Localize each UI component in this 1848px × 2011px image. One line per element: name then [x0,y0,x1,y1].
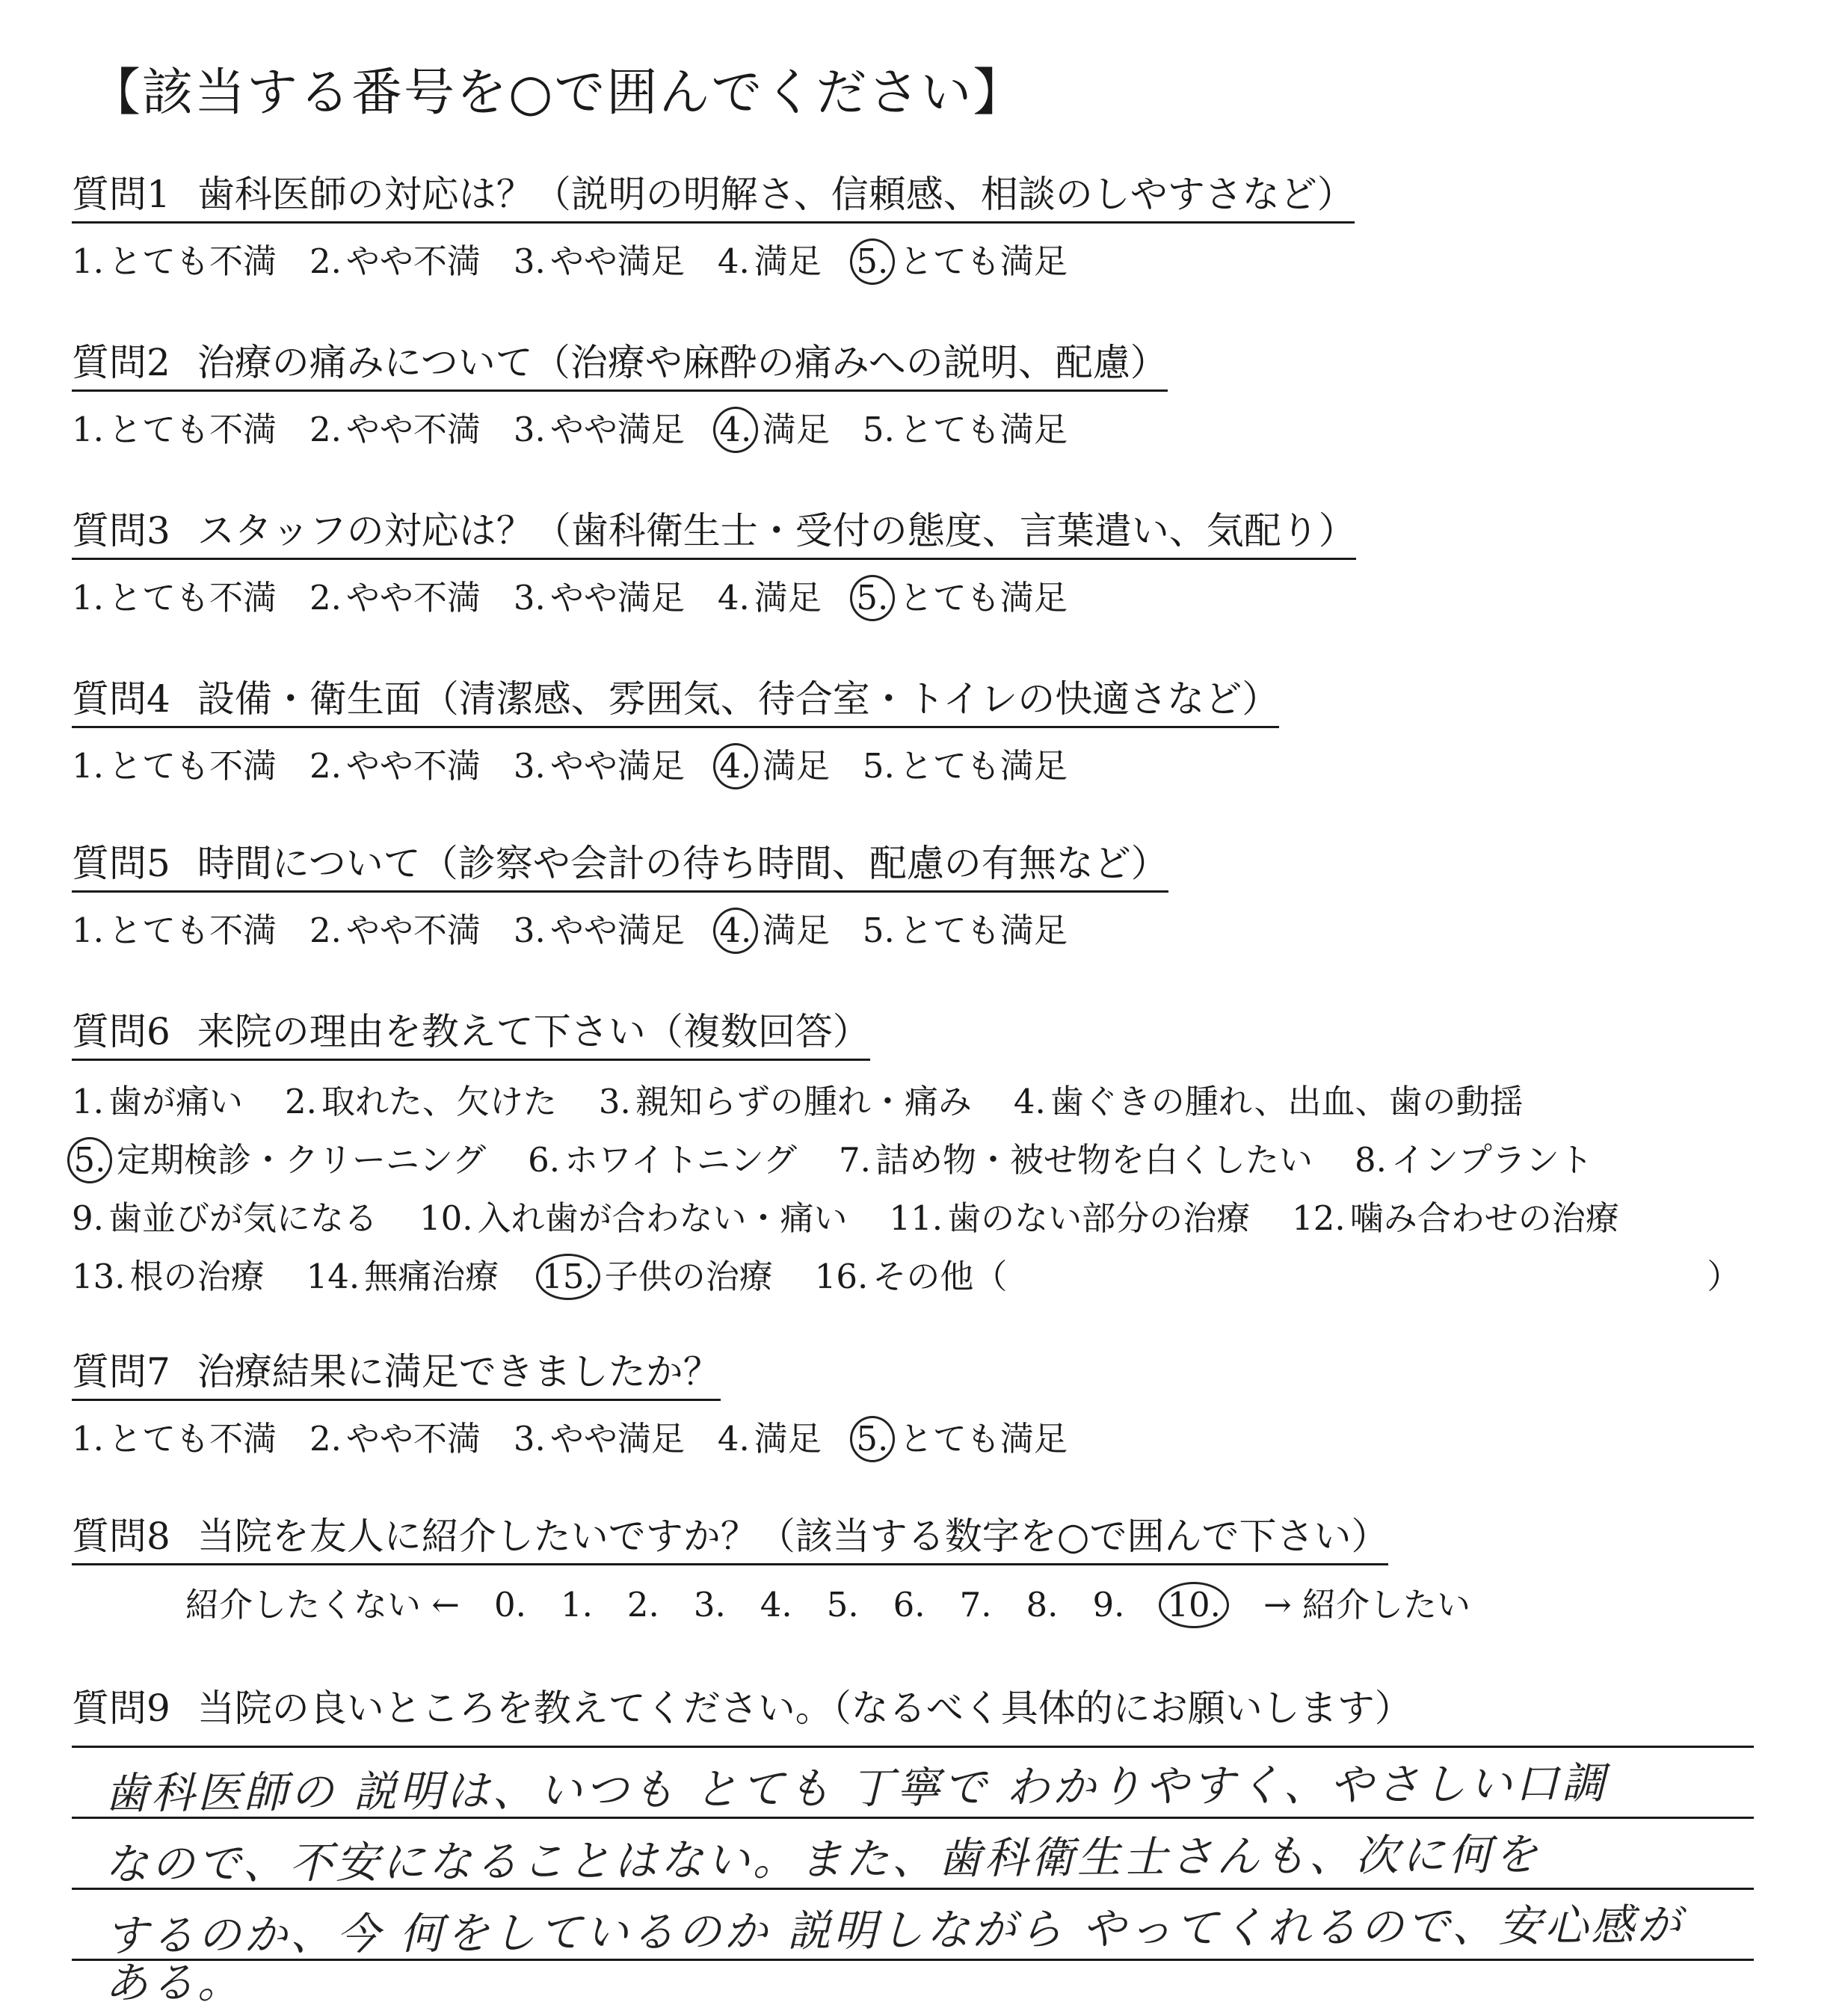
option-number: 2. [284,1082,317,1121]
question-7 [72,1342,1100,1462]
option-label: 親知らずの腫れ・痛み [635,1082,972,1121]
option-label: 満足 [754,241,822,281]
question-6-title [72,1002,870,1061]
question-text: 治療の痛みについて（治療や麻酔の痛みへの説明、配慮） [197,341,1168,384]
option-label: とても不満 [108,911,277,950]
option-number: 3. [513,241,546,281]
option-2[interactable] [309,1411,481,1460]
option-1[interactable] [72,1411,277,1460]
checkbox-option[interactable] [72,1191,378,1239]
option-label: 歯が痛い [108,1082,243,1121]
option-label: やや不満 [345,410,481,449]
option-4[interactable] [718,234,822,283]
option-number: 4. [717,1419,750,1459]
circled-option-number: 5. [850,1416,895,1462]
question-text: スタッフの対応は？（歯科衛生士・受付の態度、言葉遣い、気配り） [197,509,1356,552]
option-number: 1. [72,1082,104,1121]
option-label: 取れた、欠けた [321,1082,557,1121]
option-1[interactable] [72,234,277,283]
option-label: やや満足 [549,410,685,449]
question-9-text: 当院の良いところを教えてください。（なるべく具体的にお願いします） [197,1687,1412,1730]
option-label: やや満足 [549,1419,685,1459]
option-3[interactable] [514,234,685,283]
option-5[interactable] [854,1411,1068,1462]
option-label: とても不満 [108,410,277,449]
option-number: 8. [1354,1140,1387,1180]
question-2-title [72,333,1168,392]
question-3-title [72,501,1356,560]
question-7-options [72,1411,1100,1462]
option-number: 6. [528,1140,561,1180]
option-row [72,1074,1740,1133]
circled-option-number: 5. [850,238,895,285]
option-number: 2. [309,410,342,449]
question-5 [72,834,1168,954]
checkbox-option[interactable] [1355,1133,1593,1181]
option-number: 3. [598,1082,631,1121]
option-number: 16. [814,1257,869,1296]
scale-left-label: 紹介したくない ← [185,1585,461,1624]
option-label: やや不満 [345,746,481,786]
option-4[interactable] [718,402,830,453]
scale-value[interactable]: 1. [560,1585,593,1624]
option-3[interactable] [514,570,685,619]
scale-value[interactable]: 2. [626,1585,659,1624]
question-5-options [72,903,1168,954]
option-label: やや満足 [549,578,685,618]
option-label: その他（ [872,1257,1008,1296]
checkbox-option[interactable] [599,1074,972,1123]
page-title: 【該当する番号を○で囲んでください】 [90,64,1026,123]
scale-right-label: → 紹介したい [1263,1585,1470,1624]
option-row [72,1191,1740,1249]
option-row [72,1249,1740,1308]
option-number: 14. [306,1257,360,1296]
option-4[interactable] [718,739,830,789]
option-label: やや不満 [345,911,481,950]
checkbox-option[interactable] [72,1074,243,1123]
option-label: とても不満 [108,578,277,618]
option-number: 2. [309,241,342,281]
option-number: 2. [309,911,342,950]
option-2[interactable] [309,903,481,952]
option-number: 9. [72,1198,104,1238]
handwritten-answer-line: するのか、今 何をしているのか 説明しながら やってくれるので、安心感が [104,1899,1684,1962]
checkbox-option[interactable] [1292,1191,1619,1239]
checkbox-option[interactable] [419,1191,848,1239]
question-number: 質問2 [72,341,170,384]
option-label: 満足 [762,911,830,950]
checkbox-option[interactable] [1014,1074,1524,1123]
option-label: 入れ歯が合わない・痛い [477,1198,848,1238]
question-number: 質問5 [72,842,170,885]
option-5[interactable] [854,234,1068,285]
checkbox-option[interactable] [285,1074,557,1123]
question-1 [72,164,1355,285]
option-1[interactable] [72,402,277,451]
option-number: 1. [72,410,104,449]
question-3 [72,501,1356,621]
option-number: 3. [513,410,546,449]
question-9-title [72,1678,1412,1735]
option-number: 1. [72,746,104,786]
option-label: とても満足 [899,746,1068,786]
option-label: やや不満 [345,241,481,281]
option-label: 定期検診・クリーニング [117,1140,487,1180]
question-7-number: 質問7 [72,1350,170,1393]
scale-value[interactable]: 4. [760,1585,792,1624]
question-1-title [72,164,1355,224]
checkbox-option[interactable] [540,1249,773,1300]
question-8-text: 当院を友人に紹介したいですか？（該当する数字を○で囲んで下さい） [197,1515,1389,1558]
question-7-title [72,1342,721,1401]
option-2[interactable] [309,402,481,451]
option-label: インプラント [1390,1140,1593,1180]
question-number: 質問1 [72,173,170,216]
checkbox-option[interactable] [890,1191,1251,1239]
close-paren: ） [1707,1257,1741,1296]
option-number: 2. [309,578,342,618]
question-4-title [72,669,1279,728]
question-5-title [72,834,1168,893]
scale-value[interactable]: 8. [1026,1585,1059,1624]
option-number: 4. [1013,1082,1046,1121]
circled-option-number: 5. [850,575,895,621]
option-row [72,1133,1740,1191]
option-5[interactable] [854,570,1068,621]
option-5[interactable] [863,739,1068,787]
question-1-options [72,234,1355,285]
circled-option-number: 4. [713,908,758,954]
question-8 [72,1506,1388,1565]
circled-option-number: 5. [67,1137,112,1183]
question-6-options [72,1074,1740,1308]
question-7-text: 治療結果に満足できましたか？ [197,1350,721,1393]
option-label: 詰め物・被せ物を白くしたい [875,1140,1313,1180]
option-number: 7. [839,1140,871,1180]
option-number: 5. [862,911,895,950]
option-label: 満足 [754,578,822,618]
question-8-number: 質問8 [72,1515,170,1558]
question-4-options [72,739,1279,789]
option-number: 5. [862,410,895,449]
option-number: 11. [889,1198,943,1238]
question-6-number: 質問6 [72,1010,170,1053]
option-4[interactable] [718,570,822,619]
option-label: とても不満 [108,746,277,786]
checkbox-option[interactable] [815,1249,1008,1298]
scale-value[interactable]: 3. [693,1585,726,1624]
option-label: とても満足 [899,1419,1068,1459]
question-number: 質問4 [72,677,170,721]
checkbox-option[interactable] [72,1133,486,1183]
scale-value[interactable]: 10. [1159,1582,1229,1628]
option-label: とても不満 [108,241,277,281]
option-1[interactable] [72,903,277,952]
question-6 [72,1002,1740,1308]
scale-value[interactable]: 6. [893,1585,925,1624]
option-1[interactable] [72,570,277,619]
scale-value[interactable]: 0. [494,1585,526,1624]
option-label: やや満足 [549,911,685,950]
recommend-scale [185,1577,1505,1628]
option-number: 1. [72,578,104,618]
question-9 [72,1678,1412,1735]
option-label: 根の治療 [129,1257,265,1296]
option-number: 4. [717,241,750,281]
option-2[interactable] [309,570,481,619]
option-3[interactable] [514,903,685,952]
option-3[interactable] [514,1411,685,1460]
option-number: 3. [513,911,546,950]
option-label: とても満足 [899,241,1068,281]
option-number: 3. [513,578,546,618]
option-number: 2. [309,746,342,786]
option-number: 4. [717,578,750,618]
scale-value[interactable]: 5. [826,1585,859,1624]
option-number: 5. [862,746,895,786]
circled-option-number: 4. [713,407,758,453]
option-3[interactable] [514,739,685,787]
option-number: 13. [72,1257,126,1296]
answer-line-1 [72,1746,1754,1748]
option-label: とても満足 [899,578,1068,618]
question-text: 歯科医師の対応は？（説明の明解さ、信頼感、相談のしやすさなど） [197,173,1355,216]
question-2-options [72,402,1168,453]
question-3-options [72,570,1356,621]
circled-option-number: 15. [536,1254,600,1300]
option-label: やや満足 [549,746,685,786]
checkbox-option[interactable] [307,1249,499,1298]
option-number: 1. [72,241,104,281]
option-3[interactable] [514,402,685,451]
handwritten-answer-line: ある。 [104,1956,244,2009]
question-2 [72,333,1168,453]
checkbox-option[interactable] [72,1249,265,1298]
option-label: 無痛治療 [364,1257,499,1296]
option-number: 2. [309,1419,342,1459]
question-text: 設備・衛生面（清潔感、雰囲気、待合室・トイレの快適さなど） [197,677,1280,721]
option-label: やや不満 [345,578,481,618]
option-number: 12. [1292,1198,1346,1238]
option-label: とても満足 [899,911,1068,950]
checkbox-option[interactable] [528,1133,797,1181]
checkbox-option[interactable] [839,1133,1313,1181]
option-5[interactable] [863,903,1068,952]
option-number: 3. [513,746,546,786]
option-label: やや満足 [549,241,685,281]
option-number: 3. [513,1419,546,1459]
option-label: とても不満 [108,1419,277,1459]
option-label: 歯並びが気になる [108,1198,378,1238]
question-8-title [72,1506,1388,1565]
option-label: 満足 [762,746,830,786]
scale-value[interactable]: 9. [1092,1585,1125,1624]
option-4[interactable] [718,903,830,954]
question-number: 質問3 [72,509,170,552]
option-2[interactable] [309,739,481,787]
handwritten-answer-line: なので、不安になることはない。また、歯科衛生士さんも、次に何を [104,1829,1541,1890]
question-9-number: 質問9 [72,1687,170,1730]
option-number: 1. [72,911,104,950]
option-number: 1. [72,1419,104,1459]
option-label: 歯ぐきの腫れ、出血、歯の動揺 [1050,1082,1524,1121]
question-4 [72,669,1279,789]
option-label: 満足 [762,410,830,449]
circled-option-number: 4. [713,743,758,789]
option-2[interactable] [309,234,481,283]
option-label: とても満足 [899,410,1068,449]
question-6-text: 来院の理由を教えて下さい（複数回答） [197,1010,870,1053]
option-label: やや不満 [345,1419,481,1459]
scale-value[interactable]: 7. [959,1585,992,1624]
handwritten-answer-line: 歯科医師の 説明は、いつも とても 丁寧で わかりやすく、やさしい口調 [104,1757,1608,1820]
option-1[interactable] [72,739,277,787]
option-label: ホワイトニング [564,1140,797,1180]
question-text: 時間について（診察や会計の待ち時間、配慮の有無など） [197,842,1168,885]
option-label: 噛み合わせの治療 [1349,1198,1619,1238]
option-label: 子供の治療 [604,1257,773,1296]
option-number: 10. [419,1198,473,1238]
option-label: 歯のない部分の治療 [947,1198,1251,1238]
option-5[interactable] [863,402,1068,451]
option-4[interactable] [718,1411,822,1460]
option-label: 満足 [754,1419,822,1459]
